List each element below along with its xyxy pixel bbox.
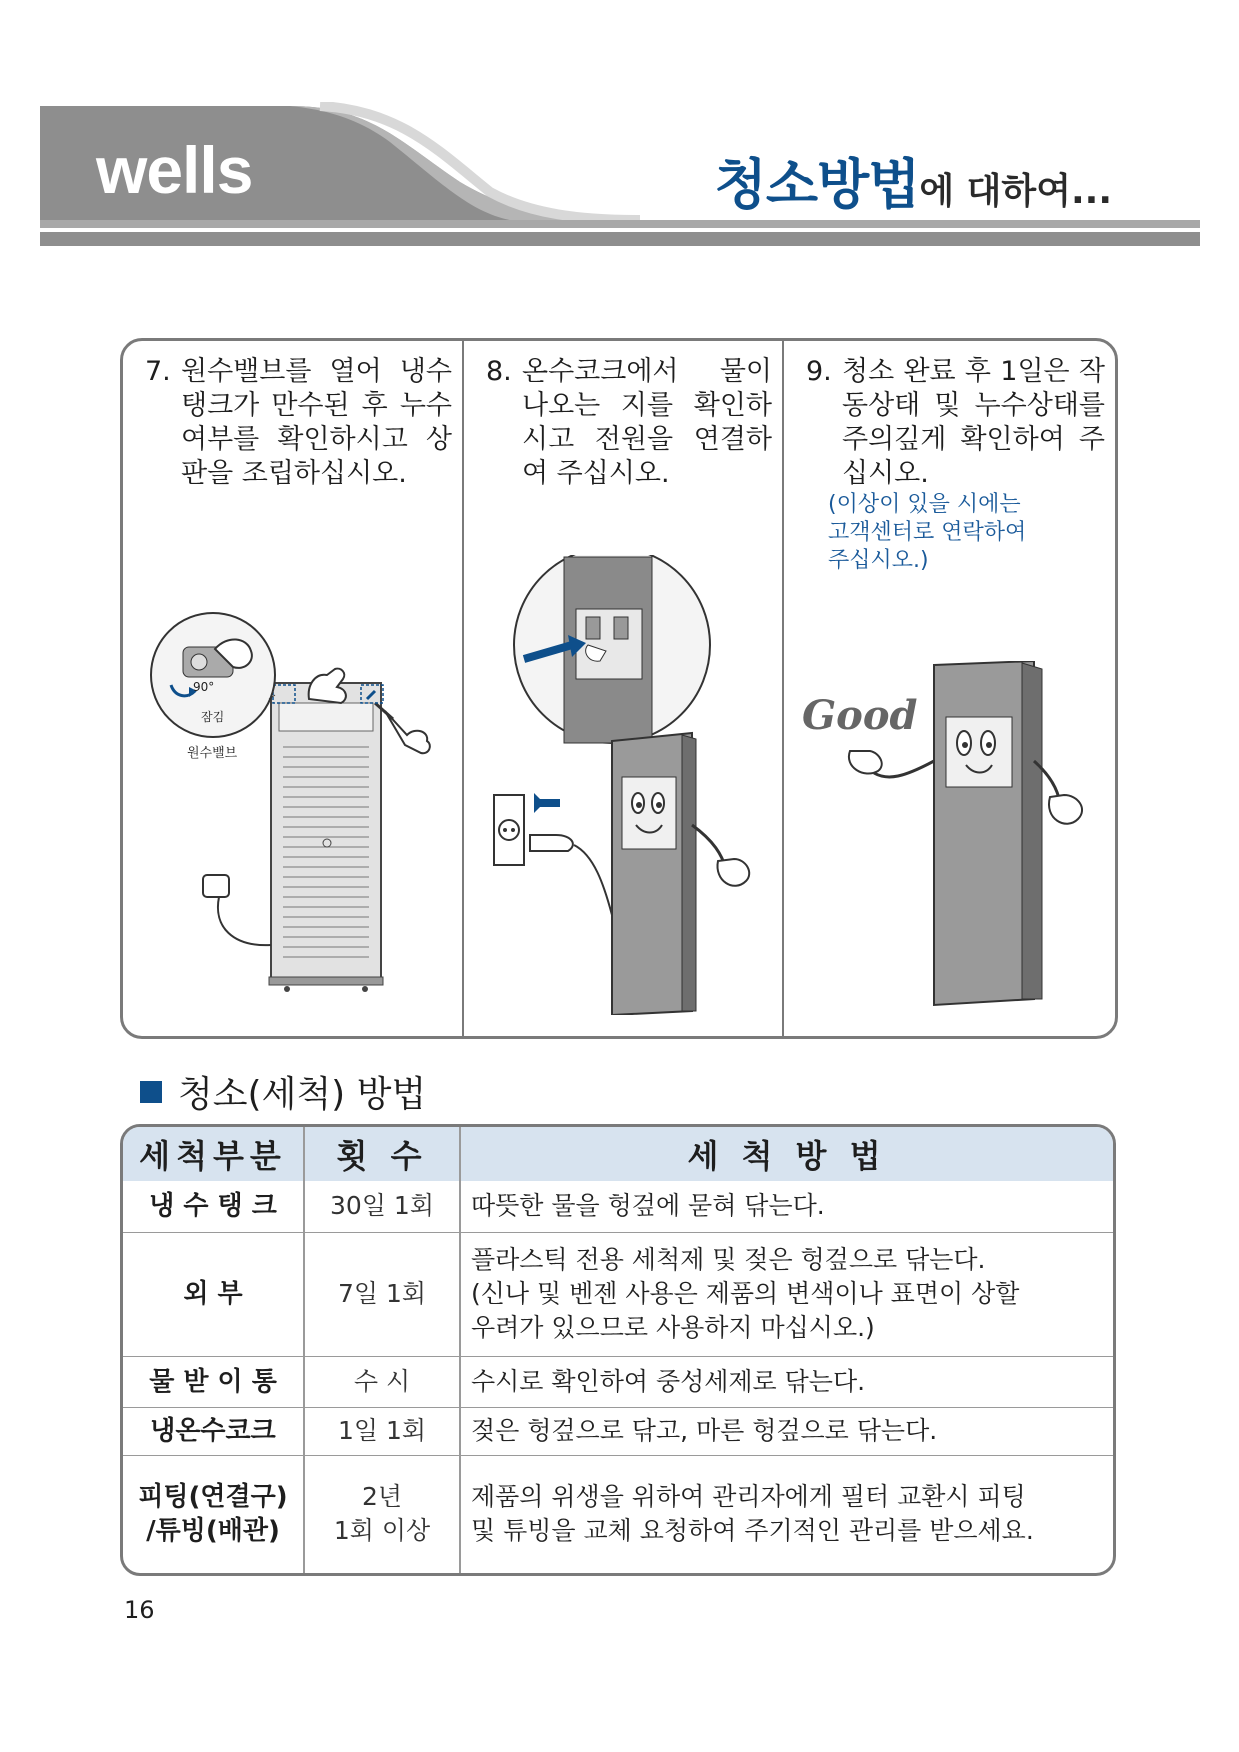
column-header-part: 세척부분 xyxy=(123,1127,304,1181)
frequency-cell: 7일 1회 xyxy=(304,1232,460,1356)
part-cell: 냉온수코크 xyxy=(123,1407,304,1455)
table-row xyxy=(123,1181,1113,1232)
part-cell: 냉 수 탱 크 xyxy=(123,1181,304,1232)
page-title-main: 청소방법 xyxy=(714,153,920,216)
column-header-frequency: 횟 수 xyxy=(304,1127,460,1181)
method-cell: 젖은 헝겊으로 닦고, 마른 헝겊으로 닦는다. xyxy=(460,1407,1113,1455)
table-row xyxy=(123,1356,1113,1407)
cleaning-table xyxy=(120,1124,1116,1576)
step-8 xyxy=(462,341,782,1036)
step-instruction: 온수코크에서 물이 나오는 지를 확인하시고 전원을 연결하여 주십시오. xyxy=(522,356,772,489)
section-title xyxy=(140,1066,426,1117)
table-row xyxy=(123,1232,1113,1356)
valve-label: 원수밸브 xyxy=(187,746,238,761)
method-cell: 제품의 위생을 위하여 관리자에게 필터 교환시 피팅 및 튜빙을 교체 요청하여 주기적인 관리를 받으세요. xyxy=(460,1455,1113,1573)
steps-panel xyxy=(120,338,1118,1039)
good-label: Good xyxy=(802,692,918,739)
brand-logo: wells xyxy=(96,133,253,207)
step-note: (이상이 있을 시에는 고객센터로 연락하여 주십시오.) xyxy=(828,492,1027,573)
page-title-sub: 에 대하여... xyxy=(919,171,1112,212)
page-header xyxy=(40,102,1200,252)
part-cell: 피팅(연결구) /튜빙(배관) xyxy=(123,1455,304,1573)
step-9 xyxy=(782,341,1115,1036)
column-header-method: 세 척 방 법 xyxy=(460,1127,1113,1181)
method-cell: 따뜻한 물을 헝겊에 묻혀 닦는다. xyxy=(471,1191,825,1221)
method-cell: 플라스틱 전용 세척제 및 젖은 헝겊으로 닦는다. (신나 및 벤젠 사용은 제품의 변색이나 표면이 상할 우려가 있으므로 사용하지 마십시오.) xyxy=(460,1232,1113,1356)
part-cell: 물 받 이 통 xyxy=(123,1356,304,1407)
page-title xyxy=(715,142,1112,219)
frequency-cell: 1일 1회 xyxy=(304,1407,460,1455)
section-title-text: 청소(세척) 방법 xyxy=(178,1074,427,1115)
dispenser-back-illustration xyxy=(123,607,462,1007)
square-bullet-icon xyxy=(140,1081,162,1103)
step-7 xyxy=(123,341,462,1036)
table-row xyxy=(123,1407,1113,1455)
part-cell: 외 부 xyxy=(123,1232,304,1356)
step-instruction: 원수밸브를 열어 냉수탱크가 만수된 후 누수여부를 확인하시고 상판을 조립하십시오. xyxy=(181,356,452,489)
table-header-row xyxy=(123,1127,1113,1181)
angle-label: 90° xyxy=(193,680,215,694)
step-instruction: 청소 완료 후 1일은 작동상태 및 누수상태를 주의깊게 확인하여 주십시오. xyxy=(842,356,1105,489)
step-number: 8. xyxy=(486,356,512,387)
dispenser-power-illustration xyxy=(464,555,784,1015)
dispenser-good-illustration xyxy=(784,661,1114,1021)
page-number: 16 xyxy=(124,1596,155,1624)
frequency-cell: 2년 1회 이상 xyxy=(304,1455,460,1573)
step-number: 7. xyxy=(145,356,171,387)
table-row xyxy=(123,1455,1113,1573)
frequency-cell: 수 시 xyxy=(304,1356,460,1407)
step-number: 9. xyxy=(806,356,832,387)
frequency-cell: 30일 1회 xyxy=(304,1181,460,1232)
lock-label: 잠김 xyxy=(201,710,225,724)
method-cell: 수시로 확인하여 중성세제로 닦는다. xyxy=(460,1356,1113,1407)
